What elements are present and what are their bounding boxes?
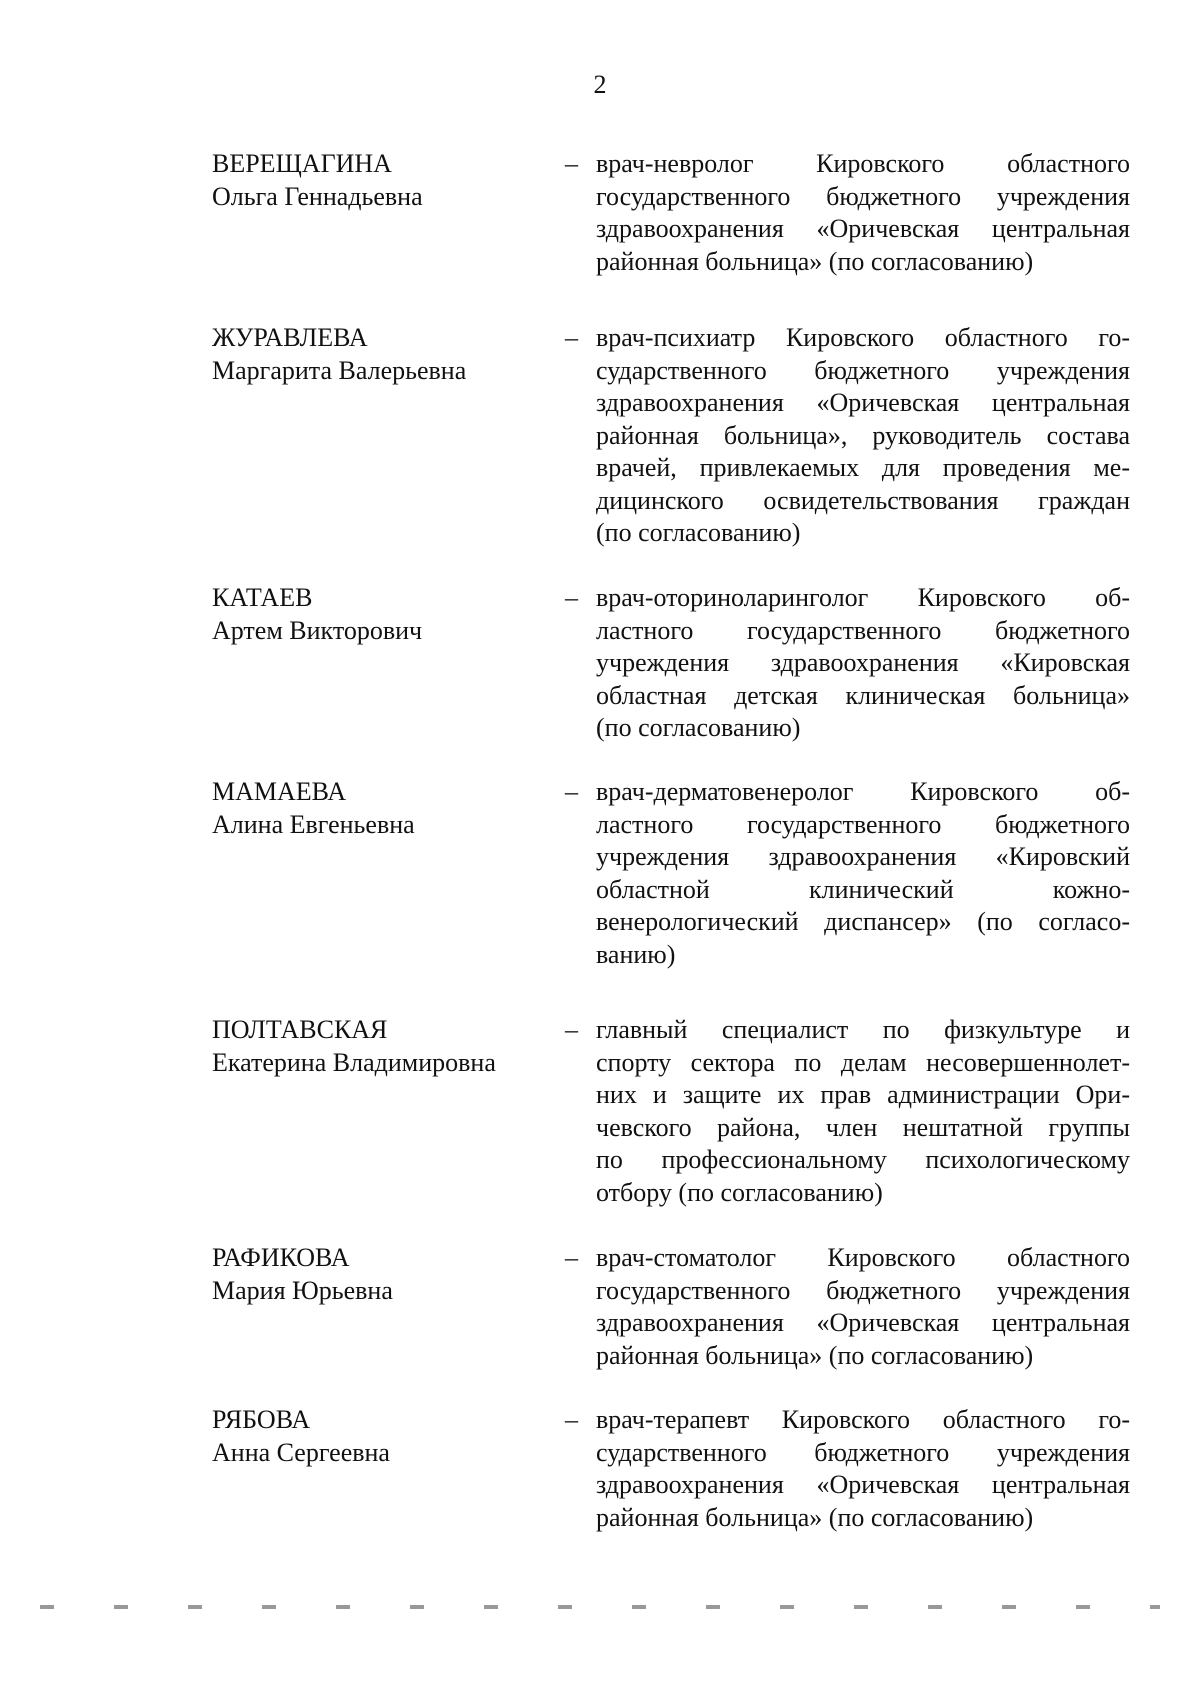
role-line: районная больница» (по согласованию) xyxy=(596,1502,1034,1532)
role-line: государственного бюджетного учреждения xyxy=(596,181,1130,211)
role-line: (по согласованию) xyxy=(596,713,801,742)
role-line: ванию) xyxy=(596,939,676,969)
member-name xyxy=(212,1242,542,1307)
role-line: врач-оториноларинголог Кировского об- xyxy=(596,583,1130,612)
member-surname: МАМАЕВА xyxy=(212,777,347,806)
separator-dash: – xyxy=(565,1405,578,1434)
role-line: врач-дерматовенеролог Кировского об- xyxy=(596,777,1130,806)
separator-dash: – xyxy=(565,149,578,178)
role-line: по профессиональному психологическому xyxy=(596,1145,1130,1174)
member-role xyxy=(596,322,1130,550)
member-given-names: Артем Викторович xyxy=(212,615,423,645)
separator-dash: – xyxy=(565,583,578,612)
role-line: отбору (по согласованию) xyxy=(596,1177,883,1207)
member-name xyxy=(212,776,542,841)
role-line: ластного государственного бюджетного xyxy=(596,809,1130,839)
role-line: врачей, привлекаемых для проведения ме- xyxy=(596,453,1130,482)
member-surname: РЯБОВА xyxy=(212,1405,311,1434)
role-line: учреждения здравоохранения «Кировский xyxy=(596,842,1130,871)
member-surname: ПОЛТАВСКАЯ xyxy=(212,1015,388,1044)
role-line: врач-невролог Кировского областного xyxy=(596,149,1130,178)
separator-dash: – xyxy=(565,323,578,352)
page-number: 2 xyxy=(593,70,607,99)
role-line: ластного государственного бюджетного xyxy=(596,615,1130,645)
member-role xyxy=(596,776,1130,971)
member-role xyxy=(596,148,1130,278)
member-role xyxy=(596,582,1130,745)
separator-dash: – xyxy=(565,1243,578,1272)
role-line: областная детская клиническая больница» xyxy=(596,680,1130,710)
role-line: дицинского освидетельствования граждан xyxy=(596,485,1130,515)
role-line: учреждения здравоохранения «Кировская xyxy=(596,648,1130,677)
member-role xyxy=(596,1014,1130,1209)
role-line: чевского района, член нештатной группы xyxy=(596,1112,1130,1142)
role-line: государственного бюджетного учреждения xyxy=(596,1275,1130,1305)
role-line: врач-терапевт Кировского областного го- xyxy=(596,1405,1130,1434)
role-line: районная больница» (по согласованию) xyxy=(596,1340,1034,1370)
role-line: областной клинический кожно- xyxy=(596,874,1130,904)
member-given-names: Мария Юрьевна xyxy=(212,1275,393,1305)
member-role xyxy=(596,1404,1130,1534)
role-line: врач-стоматолог Кировского областного xyxy=(596,1243,1130,1272)
footer-dashed-line xyxy=(40,1605,1160,1609)
role-line: здравоохранения «Оричевская центральная xyxy=(596,214,1130,243)
member-name xyxy=(212,1014,542,1079)
role-line: венерологический диспансер» (по согласо- xyxy=(596,907,1130,936)
role-line: здравоохранения «Оричевская центральная xyxy=(596,1308,1130,1337)
member-given-names: Екатерина Владимировна xyxy=(212,1047,496,1077)
role-line: (по согласованию) xyxy=(596,518,801,547)
member-surname: РАФИКОВА xyxy=(212,1243,350,1272)
separator-dash: – xyxy=(565,777,578,806)
member-given-names: Анна Сергеевна xyxy=(212,1437,390,1467)
role-line: районная больница» (по согласованию) xyxy=(596,246,1034,276)
member-given-names: Маргарита Валерьевна xyxy=(212,355,467,385)
member-surname: КАТАЕВ xyxy=(212,583,313,612)
member-surname: ЖУРАВЛЕВА xyxy=(212,323,368,352)
member-name xyxy=(212,1404,542,1469)
member-given-names: Ольга Геннадьевна xyxy=(212,181,423,211)
role-line: них и защите их прав администрации Ори- xyxy=(596,1080,1130,1109)
member-surname: ВЕРЕЩАГИНА xyxy=(212,149,392,178)
member-name xyxy=(212,148,542,213)
role-line: сударственного бюджетного учреждения xyxy=(596,355,1130,385)
member-name xyxy=(212,582,542,647)
role-line: спорту сектора по делам несовершеннолет- xyxy=(596,1047,1130,1077)
role-line: здравоохранения «Оричевская центральная xyxy=(596,1470,1130,1499)
role-line: главный специалист по физкультуре и xyxy=(596,1015,1130,1044)
role-line: врач-психиатр Кировского областного го- xyxy=(596,323,1130,352)
member-role xyxy=(596,1242,1130,1372)
member-name xyxy=(212,322,542,387)
member-given-names: Алина Евгеньевна xyxy=(212,809,415,839)
role-line: здравоохранения «Оричевская центральная xyxy=(596,388,1130,417)
role-line: районная больница», руководитель состава xyxy=(596,420,1130,450)
separator-dash: – xyxy=(565,1015,578,1044)
role-line: сударственного бюджетного учреждения xyxy=(596,1437,1130,1467)
